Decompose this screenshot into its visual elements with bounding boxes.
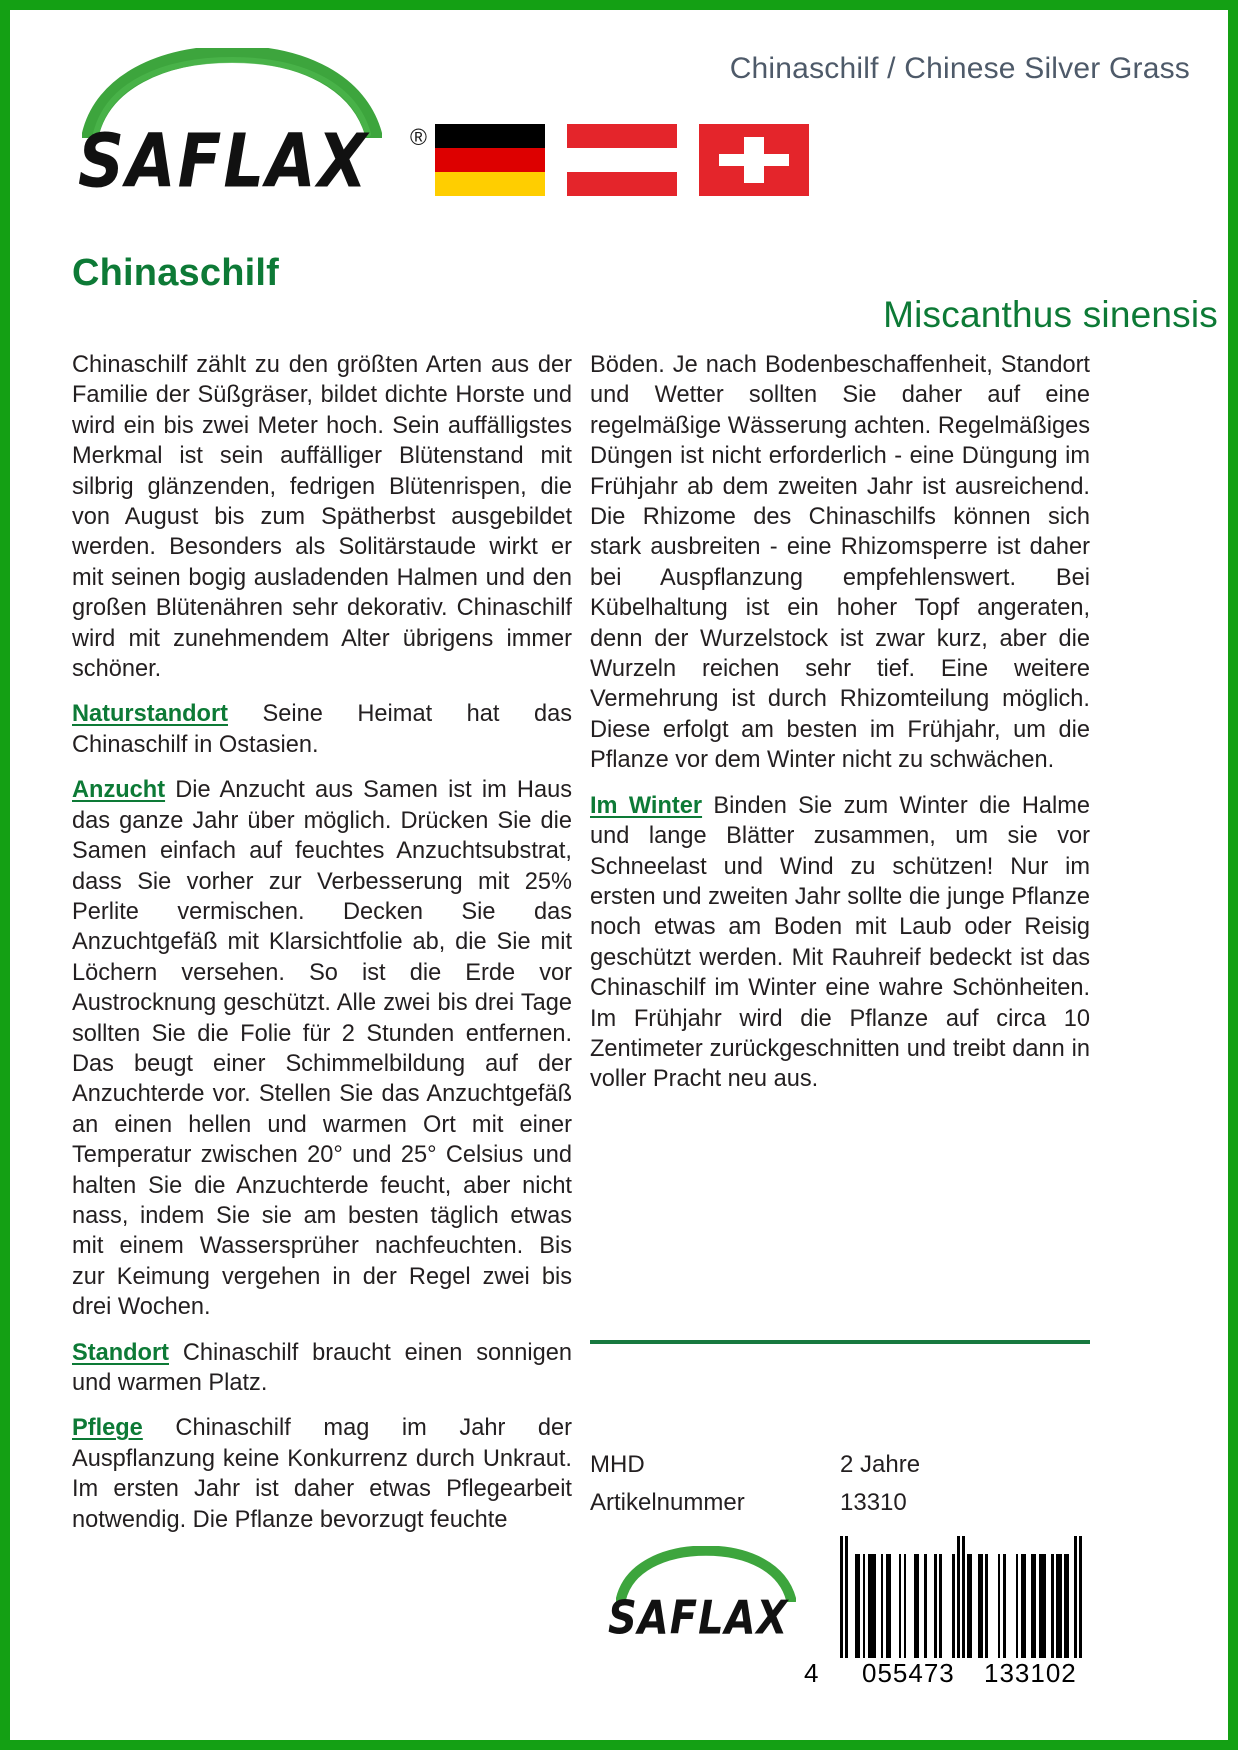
mhd-label: MHD xyxy=(590,1451,645,1478)
germany-flag-icon xyxy=(435,124,545,196)
meta-row-article xyxy=(590,1484,1090,1522)
section-body-pflege: Chinaschilf mag im Jahr der Auspflanzung keine Konkurrenz durch Unkraut. Im ersten Jahr ist daher etwas Pflegearbeit notwendig. Die Pflanze bevorzugt feuchte xyxy=(72,1415,572,1533)
ean-barcode xyxy=(802,1536,1092,1696)
austria-flag-icon xyxy=(567,124,677,196)
section-heading-standort: Standort xyxy=(72,1339,169,1366)
section-standort xyxy=(72,1338,572,1399)
section-naturstandort xyxy=(72,699,572,760)
section-pflege xyxy=(72,1413,572,1535)
barcode-digits xyxy=(802,1656,1092,1690)
saflax-wordmark: SAFLAX xyxy=(78,120,369,206)
article-number-label: Artikelnummer xyxy=(590,1489,745,1516)
continuation-text: Böden. Je nach Bodenbeschaffenheit, Standort und Wetter sollten Sie daher auf eine regelmäßige Wässerung achten. Regelmäßiges Düngen ist nicht erforderlich - eine Düngung im Frühjahr ab dem zweiten Jahr ist ausreichend. Die Rhizome des Chinaschilfs können sich stark ausbreiten - eine Rhizomsperre ist daher bei Auspflanzung empfehlenswert. Bei Kübelhaltung ist ein hoher Topf angeraten, denn der Wurzelstock ist zwar kurz, aber die Wurzeln reichen sehr tief. Eine weitere Vermehrung ist durch Rhizomteilung möglich. Diese erfolgt am besten im Frühjahr, um die Pflanze vor dem Winter nicht zu schwächen. xyxy=(590,352,1090,774)
meta-row-mhd xyxy=(590,1446,1090,1484)
packet-inner xyxy=(20,20,1238,1750)
footer-divider xyxy=(590,1340,1090,1344)
saflax-logo xyxy=(72,48,427,206)
section-body-anzucht: Die Anzucht aus Samen ist im Haus das ganze Jahr über möglich. Drücken Sie die Samen einfach auf feuchtes Anzuchtsubstrat, dass Sie vorher zur Verbesserung mit 25% Perlite vermischen. Decken Sie das Anzuchtgefäß mit Klarsichtfolie ab, die Sie mit Löchern versehen. So ist die Erde vor Austrocknung geschützt. Alle zwei bis drei Tage sollten Sie die Folie für 2 Stunden entfernen. Das beugt einer Schimmelbildung auf der Anzuchterde vor. Stellen Sie das Anzuchtgefäß an einen hellen und warmen Ort mit einer Temperatur zwischen 20° und 25° Celsius und halten Sie die Anzuchterde feucht, aber nicht nass, indem Sie sie am besten täglich etwas mit einem Wassersprüher nachfeuchten. Bis zur Keimung vergehen in der Regel zwei bis drei Wochen. xyxy=(72,777,573,1321)
barcode-group-two: 133102 xyxy=(984,1658,1077,1688)
intro-text: Chinaschilf zählt zu den größten Arten aus der Familie der Süßgräser, bildet dichte Horste und wird ein bis zwei Meter hoch. Sein auffälligstes Merkmal ist sein auffälliger Blütenstand mit silbrig glänzenden, fedrigen Blütenrispen, die von August bis zum Spätherbst ausgebildet werden. Besonders als Solitärstaude wirkt er mit seinen bogig ausladenden Halmen und den großen Blütenähren sehr dekorativ. Chinaschilf wird mit zunehmendem Alter übrigens immer schöner. xyxy=(72,352,572,683)
section-heading-anzucht: Anzucht xyxy=(72,777,166,804)
section-heading-im-winter: Im Winter xyxy=(590,792,703,819)
section-body-im-winter: Binden Sie zum Winter die Halme und lange Blätter zusammen, um sie vor Schneelast und Wind zu schützen! Nur im ersten und zweiten Jahr sollte die junge Pflanze noch etwas am Boden mit Laub oder Reisig geschützt werden. Mit Rauhreif bedeckt ist das Chinaschilf im Winter eine wahre Schönheiten. Im Frühjahr wird die Pflanze auf circa 10 Zentimeter zurückgeschnitten und treibt dann in voller Pracht neu aus. xyxy=(590,792,1090,1093)
product-meta xyxy=(590,1446,1090,1522)
switzerland-flag-icon xyxy=(699,124,809,196)
footer-saflax-wordmark: SAFLAX xyxy=(608,1592,789,1645)
barcode-digit-left: 4 xyxy=(804,1658,819,1688)
section-im-winter xyxy=(590,791,1090,1095)
section-body-naturstandort: Seine Heimat hat das Chinaschilf in Ostasien. xyxy=(72,701,572,758)
intro-paragraph xyxy=(72,350,572,684)
section-anzucht xyxy=(72,775,572,1322)
section-heading-naturstandort: Naturstandort xyxy=(72,701,228,728)
footer-saflax-logo xyxy=(608,1546,808,1656)
section-heading-pflege: Pflege xyxy=(72,1415,143,1442)
botanical-name: Miscanthus sinensis xyxy=(883,294,1218,335)
mhd-value: 2 Jahre xyxy=(840,1451,921,1478)
continuation-paragraph xyxy=(590,350,1090,776)
left-text-column xyxy=(72,350,572,1535)
article-number-value: 13310 xyxy=(840,1489,907,1516)
country-flags xyxy=(435,124,809,196)
packet-header xyxy=(20,20,1238,220)
barcode-group-one: 055473 xyxy=(862,1658,955,1688)
product-header-title: Chinaschilf / Chinese Silver Grass xyxy=(729,52,1190,85)
section-body-standort: Chinaschilf braucht einen sonnigen und warmen Platz. xyxy=(72,1339,572,1396)
registered-trademark-icon: ® xyxy=(410,124,427,150)
right-text-column xyxy=(590,350,1090,1095)
barcode-bars xyxy=(840,1536,1082,1658)
page-title: Chinaschilf xyxy=(72,252,280,294)
